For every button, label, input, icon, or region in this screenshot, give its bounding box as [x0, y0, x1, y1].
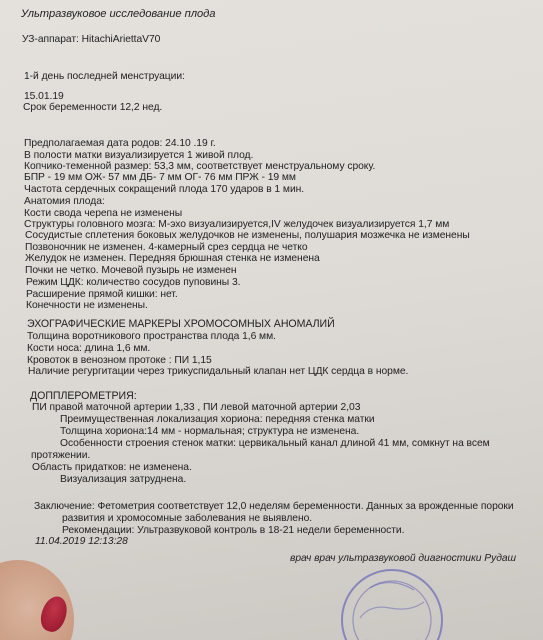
- ultrasound-device: УЗ-аппарат: HitachiAriettaV70: [22, 34, 161, 45]
- markers-heading: ЭХОГРАФИЧЕСКИЕ МАРКЕРЫ ХРОМОСОМНЫХ АНОМАЛИЙ: [27, 318, 335, 330]
- stomach-abdominal-wall: Желудок не изменен. Передняя брюшная стенка не изменена: [25, 253, 320, 264]
- uterine-arteries: ПИ правой маточной артерии 1,33 , ПИ левой маточной артерии 2,03: [32, 402, 361, 413]
- spine-heart: Позвоночник не изменен. 4-камерный срез сердца не четко: [25, 242, 308, 253]
- nasal-bone: Кости носа: длина 1,6 мм.: [27, 343, 151, 354]
- last-period-date: 15.01.19: [24, 91, 64, 102]
- gestational-age: Срок беременности 12,2 нед.: [23, 102, 163, 113]
- umbilical-vessels: Режим ЦДК: количество сосудов пуповины 3.: [26, 277, 241, 288]
- uterine-walls: Особенности строения стенок матки: цервикальный канал длиной 41 мм, сомкнут на всем: [60, 438, 490, 449]
- brain-structures: Структуры головного мозга: М-эхо визуализируется,IV желудочек визуализируется 1,7 мм: [24, 219, 450, 230]
- skull-bones: Кости свода черепа не изменены: [24, 208, 183, 219]
- choroid-plexus: Сосудистые сплетения боковых желудочков не изменены, полушария мозжечка не изменены: [25, 230, 470, 241]
- ductus-venosus: Кровоток в венозном протоке : ПИ 1,15: [27, 355, 212, 366]
- visualization: Визуализация затруднена.: [60, 474, 187, 485]
- rectum: Расширение прямой кишки: нет.: [26, 289, 178, 300]
- fetal-measurements: БПР - 19 мм ОЖ- 57 мм ДБ- 7 мм ОГ- 76 мм ПРЖ - 19 мм: [24, 172, 296, 183]
- limbs: Конечности не изменены.: [26, 300, 148, 311]
- conclusion: Заключение: Фетометрия соответствует 12,0 неделям беременности. Данных за врожденные пороки: [34, 501, 514, 512]
- chorion-thickness: Толщина хориона:14 мм - нормальная; структура не изменена.: [60, 426, 360, 437]
- due-date: Предполагаемая дата родов: 24.10 .19 г.: [24, 138, 216, 149]
- doctor-signature-line: врач врач ультразвуковой диагностики Рудаш: [290, 553, 517, 564]
- recommendations: Рекомендации: Ультразвуковой контроль в 18-21 недели беременности.: [62, 525, 405, 536]
- adnexa: Область придатков: не изменена.: [32, 462, 192, 473]
- uterine-walls-cont: протяжении.: [31, 450, 91, 461]
- report-datetime: 11.04.2019 12:13:28: [35, 536, 128, 547]
- tricuspid-regurgitation: Наличие регургитации через трикуспидальный клапан нет ЦДК сердца в норме.: [28, 366, 409, 377]
- chorion-location: Преимущественная локализация хориона: передняя стенка матки: [60, 414, 375, 425]
- kidneys-bladder: Почки не четко. Мочевой пузырь не изменен: [25, 265, 237, 276]
- nuchal-translucency: Толщина воротникового пространства плода 1,6 мм.: [27, 331, 276, 342]
- fetus-count: В полости матки визуализируется 1 живой плод.: [24, 150, 254, 161]
- conclusion-cont: развития и хромосомные заболевания не выявлено.: [62, 513, 313, 524]
- document-title: Ультразвуковое исследование плода: [21, 8, 216, 20]
- doctor-stamp: [330, 548, 450, 640]
- heart-rate: Частота сердечных сокращений плода 170 ударов в 1 мин.: [24, 184, 305, 195]
- crown-rump-length: Копчико-теменной размер: 53,3 мм, соответствует менструальному сроку.: [24, 161, 376, 172]
- anatomy-heading: Анатомия плода:: [24, 196, 105, 207]
- last-period-label: 1-й день последней менструации:: [24, 71, 185, 82]
- doppler-heading: ДОППЛЕРОМЕТРИЯ:: [30, 390, 137, 402]
